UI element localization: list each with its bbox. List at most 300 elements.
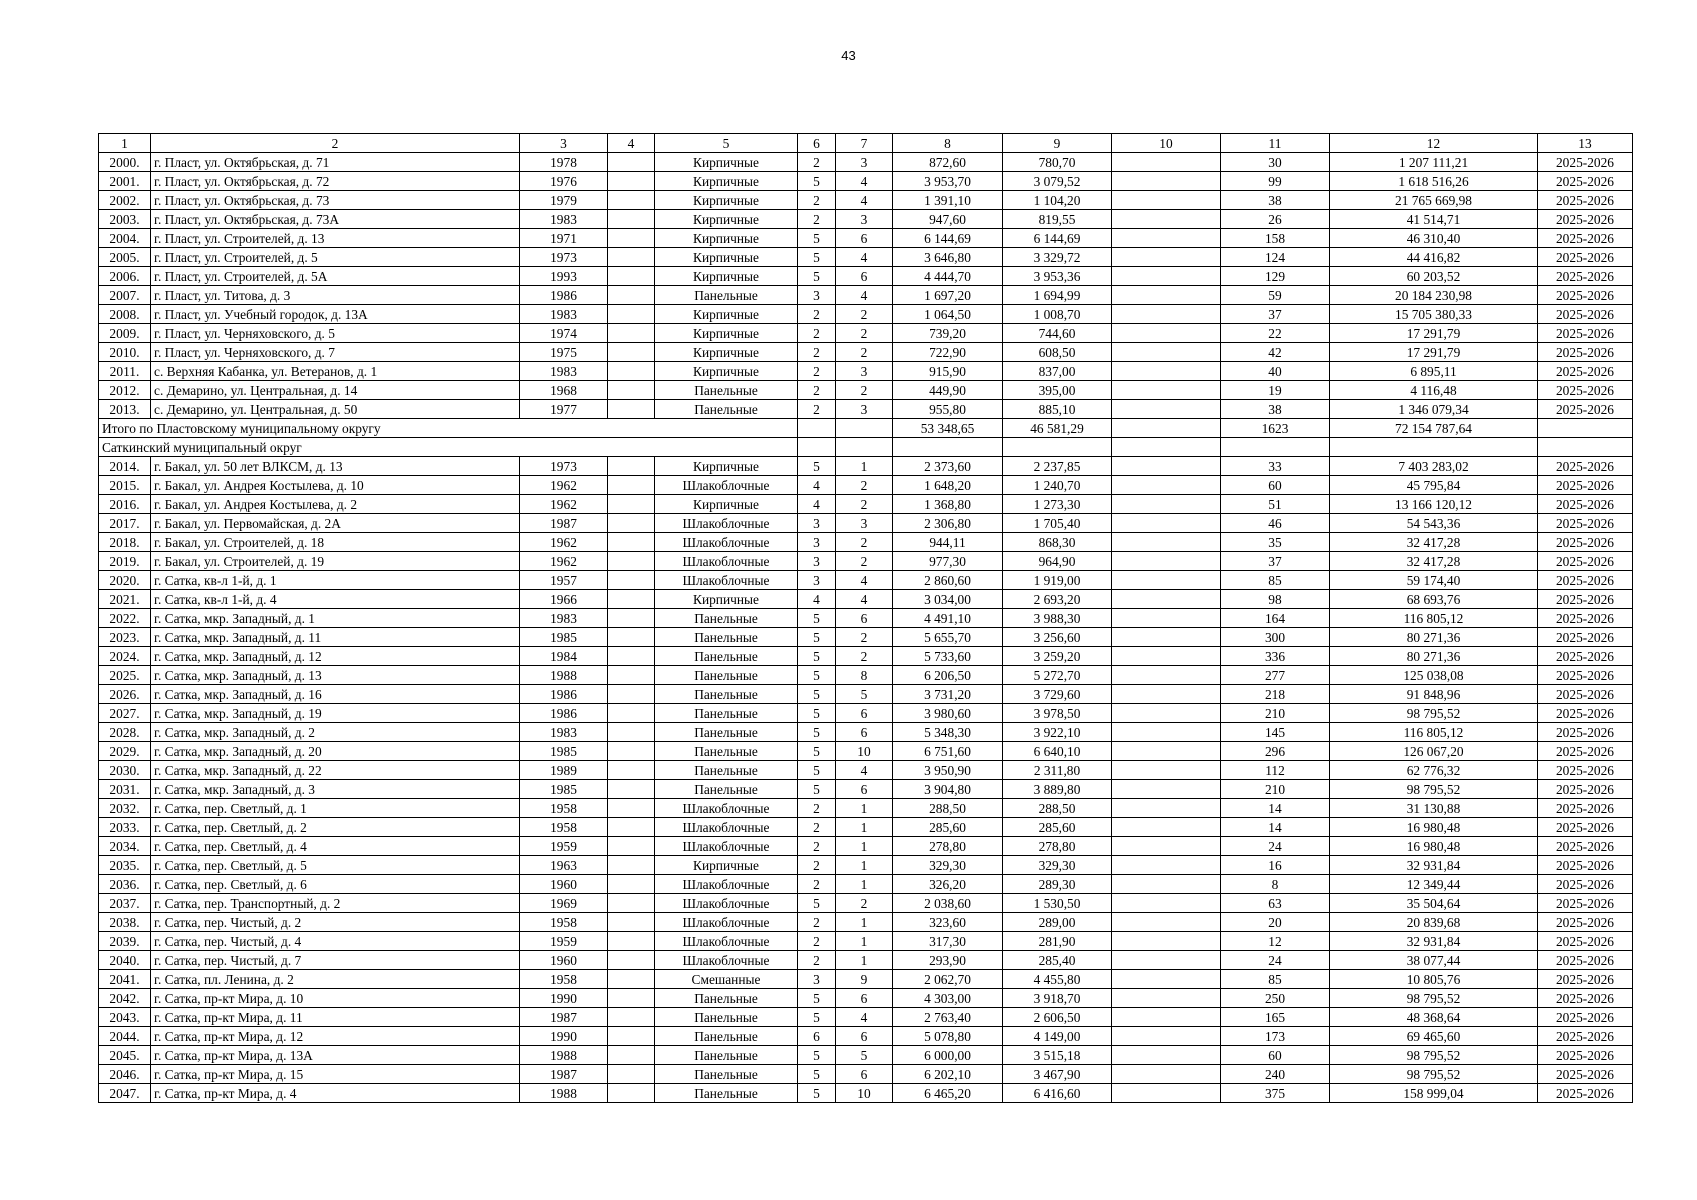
row-col-10 bbox=[1112, 362, 1221, 381]
row-col-10 bbox=[1112, 286, 1221, 305]
row-address: г. Пласт, ул. Титова, д. 3 bbox=[151, 286, 520, 305]
row-living-area: 289,30 bbox=[1003, 875, 1112, 894]
row-total-area: 915,90 bbox=[893, 362, 1003, 381]
row-total-area: 293,90 bbox=[893, 951, 1003, 970]
row-residents: 85 bbox=[1221, 571, 1330, 590]
row-total-area: 739,20 bbox=[893, 324, 1003, 343]
row-cost: 31 130,88 bbox=[1330, 799, 1538, 818]
row-residents: 124 bbox=[1221, 248, 1330, 267]
table-row bbox=[99, 571, 1633, 590]
row-cost: 126 067,20 bbox=[1330, 742, 1538, 761]
row-cost: 10 805,76 bbox=[1330, 970, 1538, 989]
row-living-area: 395,00 bbox=[1003, 381, 1112, 400]
row-cost: 46 310,40 bbox=[1330, 229, 1538, 248]
row-col-10 bbox=[1112, 590, 1221, 609]
row-floors: 6 bbox=[798, 1027, 836, 1046]
row-residents: 35 bbox=[1221, 533, 1330, 552]
row-col-10 bbox=[1112, 875, 1221, 894]
row-wall-material: Панельные bbox=[655, 989, 798, 1008]
row-address: г. Пласт, ул. Октябрьская, д. 73А bbox=[151, 210, 520, 229]
row-col-10 bbox=[1112, 1084, 1221, 1103]
row-entrances: 1 bbox=[836, 837, 893, 856]
row-floors: 4 bbox=[798, 495, 836, 514]
row-living-area: 1 104,20 bbox=[1003, 191, 1112, 210]
row-period: 2025-2026 bbox=[1538, 761, 1633, 780]
table-row bbox=[99, 267, 1633, 286]
row-col-10 bbox=[1112, 305, 1221, 324]
row-wall-material: Панельные bbox=[655, 780, 798, 799]
row-address: г. Сатка, пр-кт Мира, д. 10 bbox=[151, 989, 520, 1008]
row-total-area: 1 648,20 bbox=[893, 476, 1003, 495]
row-wall-material: Кирпичные bbox=[655, 343, 798, 362]
row-col-10 bbox=[1112, 818, 1221, 837]
row-entrances: 9 bbox=[836, 970, 893, 989]
row-number: 2015. bbox=[99, 476, 151, 495]
row-number: 2007. bbox=[99, 286, 151, 305]
row-col-4 bbox=[608, 875, 655, 894]
row-entrances: 10 bbox=[836, 1084, 893, 1103]
table-row bbox=[99, 533, 1633, 552]
row-number: 2035. bbox=[99, 856, 151, 875]
row-year: 1985 bbox=[520, 742, 608, 761]
row-cost: 68 693,76 bbox=[1330, 590, 1538, 609]
row-col-10 bbox=[1112, 153, 1221, 172]
row-number: 2030. bbox=[99, 761, 151, 780]
table-row bbox=[99, 1084, 1633, 1103]
row-entrances: 1 bbox=[836, 932, 893, 951]
row-period: 2025-2026 bbox=[1538, 552, 1633, 571]
row-floors: 3 bbox=[798, 970, 836, 989]
row-address: г. Бакал, ул. Андрея Костылева, д. 2 bbox=[151, 495, 520, 514]
row-period: 2025-2026 bbox=[1538, 248, 1633, 267]
row-number: 2037. bbox=[99, 894, 151, 913]
table-row bbox=[99, 628, 1633, 647]
row-address: с. Демарино, ул. Центральная, д. 14 bbox=[151, 381, 520, 400]
row-floors: 2 bbox=[798, 913, 836, 932]
row-cost: 98 795,52 bbox=[1330, 1065, 1538, 1084]
row-floors: 2 bbox=[798, 381, 836, 400]
row-cost: 48 368,64 bbox=[1330, 1008, 1538, 1027]
row-floors: 2 bbox=[798, 856, 836, 875]
column-number-4: 4 bbox=[608, 134, 655, 153]
row-cost: 116 805,12 bbox=[1330, 723, 1538, 742]
row-entrances: 6 bbox=[836, 989, 893, 1008]
row-total-area: 6 465,20 bbox=[893, 1084, 1003, 1103]
row-period: 2025-2026 bbox=[1538, 571, 1633, 590]
row-col-10 bbox=[1112, 723, 1221, 742]
section-title-blank-8 bbox=[893, 438, 1003, 457]
column-number-1: 1 bbox=[99, 134, 151, 153]
row-col-4 bbox=[608, 761, 655, 780]
row-period: 2025-2026 bbox=[1538, 799, 1633, 818]
row-entrances: 2 bbox=[836, 381, 893, 400]
row-number: 2016. bbox=[99, 495, 151, 514]
row-number: 2019. bbox=[99, 552, 151, 571]
row-year: 1958 bbox=[520, 818, 608, 837]
row-floors: 2 bbox=[798, 191, 836, 210]
row-residents: 8 bbox=[1221, 875, 1330, 894]
row-floors: 5 bbox=[798, 172, 836, 191]
row-year: 1977 bbox=[520, 400, 608, 419]
row-wall-material: Кирпичные bbox=[655, 267, 798, 286]
row-living-area: 744,60 bbox=[1003, 324, 1112, 343]
row-entrances: 1 bbox=[836, 875, 893, 894]
row-address: г. Сатка, пр-кт Мира, д. 13А bbox=[151, 1046, 520, 1065]
row-floors: 5 bbox=[798, 229, 836, 248]
row-col-4 bbox=[608, 1008, 655, 1027]
row-cost: 1 618 516,26 bbox=[1330, 172, 1538, 191]
row-entrances: 2 bbox=[836, 552, 893, 571]
row-address: г. Сатка, мкр. Западный, д. 20 bbox=[151, 742, 520, 761]
row-cost: 41 514,71 bbox=[1330, 210, 1538, 229]
row-residents: 22 bbox=[1221, 324, 1330, 343]
row-number: 2042. bbox=[99, 989, 151, 1008]
row-period: 2025-2026 bbox=[1538, 343, 1633, 362]
row-living-area: 3 918,70 bbox=[1003, 989, 1112, 1008]
row-wall-material: Смешанные bbox=[655, 970, 798, 989]
row-living-area: 278,80 bbox=[1003, 837, 1112, 856]
row-residents: 210 bbox=[1221, 780, 1330, 799]
row-number: 2041. bbox=[99, 970, 151, 989]
row-floors: 5 bbox=[798, 457, 836, 476]
row-cost: 32 417,28 bbox=[1330, 552, 1538, 571]
row-total-area: 3 950,90 bbox=[893, 761, 1003, 780]
row-period: 2025-2026 bbox=[1538, 818, 1633, 837]
row-col-4 bbox=[608, 704, 655, 723]
row-year: 1985 bbox=[520, 780, 608, 799]
row-wall-material: Шлакоблочные bbox=[655, 552, 798, 571]
table-row bbox=[99, 457, 1633, 476]
row-col-10 bbox=[1112, 533, 1221, 552]
row-wall-material: Панельные bbox=[655, 1046, 798, 1065]
row-wall-material: Панельные bbox=[655, 685, 798, 704]
row-floors: 2 bbox=[798, 799, 836, 818]
row-period: 2025-2026 bbox=[1538, 685, 1633, 704]
row-residents: 46 bbox=[1221, 514, 1330, 533]
row-col-4 bbox=[608, 191, 655, 210]
row-floors: 3 bbox=[798, 533, 836, 552]
row-col-4 bbox=[608, 495, 655, 514]
row-living-area: 3 922,10 bbox=[1003, 723, 1112, 742]
row-wall-material: Панельные bbox=[655, 1084, 798, 1103]
row-wall-material: Панельные bbox=[655, 723, 798, 742]
row-total-area: 4 303,00 bbox=[893, 989, 1003, 1008]
row-wall-material: Кирпичные bbox=[655, 457, 798, 476]
table-row bbox=[99, 989, 1633, 1008]
row-address: г. Сатка, пр-кт Мира, д. 12 bbox=[151, 1027, 520, 1046]
row-year: 1986 bbox=[520, 286, 608, 305]
row-col-10 bbox=[1112, 1046, 1221, 1065]
row-cost: 116 805,12 bbox=[1330, 609, 1538, 628]
row-col-10 bbox=[1112, 609, 1221, 628]
row-period: 2025-2026 bbox=[1538, 723, 1633, 742]
row-period: 2025-2026 bbox=[1538, 837, 1633, 856]
table-row bbox=[99, 343, 1633, 362]
row-residents: 38 bbox=[1221, 191, 1330, 210]
row-living-area: 964,90 bbox=[1003, 552, 1112, 571]
row-total-area: 2 062,70 bbox=[893, 970, 1003, 989]
row-living-area: 885,10 bbox=[1003, 400, 1112, 419]
row-cost: 62 776,32 bbox=[1330, 761, 1538, 780]
row-residents: 336 bbox=[1221, 647, 1330, 666]
row-number: 2009. bbox=[99, 324, 151, 343]
row-entrances: 3 bbox=[836, 210, 893, 229]
row-cost: 16 980,48 bbox=[1330, 818, 1538, 837]
row-year: 1976 bbox=[520, 172, 608, 191]
row-wall-material: Кирпичные bbox=[655, 153, 798, 172]
row-floors: 5 bbox=[798, 248, 836, 267]
row-wall-material: Шлакоблочные bbox=[655, 932, 798, 951]
row-col-4 bbox=[608, 248, 655, 267]
row-residents: 218 bbox=[1221, 685, 1330, 704]
row-residents: 210 bbox=[1221, 704, 1330, 723]
row-year: 1959 bbox=[520, 837, 608, 856]
row-address: с. Демарино, ул. Центральная, д. 50 bbox=[151, 400, 520, 419]
row-floors: 2 bbox=[798, 324, 836, 343]
row-col-4 bbox=[608, 590, 655, 609]
row-cost: 15 705 380,33 bbox=[1330, 305, 1538, 324]
row-total-area: 288,50 bbox=[893, 799, 1003, 818]
row-residents: 51 bbox=[1221, 495, 1330, 514]
row-floors: 2 bbox=[798, 305, 836, 324]
row-entrances: 1 bbox=[836, 799, 893, 818]
row-period: 2025-2026 bbox=[1538, 856, 1633, 875]
row-number: 2031. bbox=[99, 780, 151, 799]
row-total-area: 1 697,20 bbox=[893, 286, 1003, 305]
row-col-4 bbox=[608, 552, 655, 571]
row-wall-material: Шлакоблочные bbox=[655, 951, 798, 970]
row-wall-material: Шлакоблочные bbox=[655, 894, 798, 913]
row-cost: 98 795,52 bbox=[1330, 989, 1538, 1008]
row-entrances: 6 bbox=[836, 780, 893, 799]
table-row bbox=[99, 210, 1633, 229]
row-year: 1971 bbox=[520, 229, 608, 248]
row-wall-material: Шлакоблочные bbox=[655, 913, 798, 932]
row-number: 2046. bbox=[99, 1065, 151, 1084]
row-residents: 63 bbox=[1221, 894, 1330, 913]
row-year: 1988 bbox=[520, 1084, 608, 1103]
row-living-area: 289,00 bbox=[1003, 913, 1112, 932]
row-address: г. Бакал, ул. Строителей, д. 18 bbox=[151, 533, 520, 552]
row-total-area: 872,60 bbox=[893, 153, 1003, 172]
table-row bbox=[99, 666, 1633, 685]
row-col-4 bbox=[608, 210, 655, 229]
row-living-area: 1 705,40 bbox=[1003, 514, 1112, 533]
row-address: с. Верхняя Кабанка, ул. Ветеранов, д. 1 bbox=[151, 362, 520, 381]
row-year: 1984 bbox=[520, 647, 608, 666]
row-col-10 bbox=[1112, 799, 1221, 818]
row-col-4 bbox=[608, 229, 655, 248]
row-year: 1990 bbox=[520, 989, 608, 1008]
table-row bbox=[99, 305, 1633, 324]
row-cost: 20 184 230,98 bbox=[1330, 286, 1538, 305]
row-period: 2025-2026 bbox=[1538, 210, 1633, 229]
row-col-10 bbox=[1112, 856, 1221, 875]
row-col-4 bbox=[608, 666, 655, 685]
row-col-10 bbox=[1112, 343, 1221, 362]
table-row bbox=[99, 1046, 1633, 1065]
row-address: г. Сатка, пер. Чистый, д. 4 bbox=[151, 932, 520, 951]
row-floors: 3 bbox=[798, 286, 836, 305]
row-wall-material: Кирпичные bbox=[655, 229, 798, 248]
row-residents: 164 bbox=[1221, 609, 1330, 628]
row-col-10 bbox=[1112, 913, 1221, 932]
column-number-8: 8 bbox=[893, 134, 1003, 153]
row-address: г. Сатка, пер. Светлый, д. 1 bbox=[151, 799, 520, 818]
row-residents: 33 bbox=[1221, 457, 1330, 476]
row-number: 2036. bbox=[99, 875, 151, 894]
row-col-4 bbox=[608, 970, 655, 989]
row-period: 2025-2026 bbox=[1538, 153, 1633, 172]
row-year: 1993 bbox=[520, 267, 608, 286]
table-row bbox=[99, 381, 1633, 400]
row-living-area: 837,00 bbox=[1003, 362, 1112, 381]
row-col-4 bbox=[608, 400, 655, 419]
row-address: г. Сатка, мкр. Западный, д. 11 bbox=[151, 628, 520, 647]
row-entrances: 1 bbox=[836, 951, 893, 970]
row-number: 2020. bbox=[99, 571, 151, 590]
row-col-10 bbox=[1112, 210, 1221, 229]
row-living-area: 3 259,20 bbox=[1003, 647, 1112, 666]
row-number: 2029. bbox=[99, 742, 151, 761]
row-number: 2043. bbox=[99, 1008, 151, 1027]
row-entrances: 6 bbox=[836, 229, 893, 248]
row-entrances: 4 bbox=[836, 590, 893, 609]
row-period: 2025-2026 bbox=[1538, 647, 1633, 666]
row-col-10 bbox=[1112, 951, 1221, 970]
row-address: г. Сатка, мкр. Западный, д. 13 bbox=[151, 666, 520, 685]
row-total-area: 1 064,50 bbox=[893, 305, 1003, 324]
row-living-area: 3 515,18 bbox=[1003, 1046, 1112, 1065]
row-entrances: 3 bbox=[836, 400, 893, 419]
row-col-4 bbox=[608, 856, 655, 875]
table-row bbox=[99, 590, 1633, 609]
table-row bbox=[99, 191, 1633, 210]
row-living-area: 1 273,30 bbox=[1003, 495, 1112, 514]
row-entrances: 6 bbox=[836, 267, 893, 286]
row-cost: 54 543,36 bbox=[1330, 514, 1538, 533]
row-col-4 bbox=[608, 723, 655, 742]
row-wall-material: Панельные bbox=[655, 628, 798, 647]
row-living-area: 819,55 bbox=[1003, 210, 1112, 229]
row-living-area: 1 919,00 bbox=[1003, 571, 1112, 590]
table-row bbox=[99, 780, 1633, 799]
row-total-area: 278,80 bbox=[893, 837, 1003, 856]
row-year: 1957 bbox=[520, 571, 608, 590]
row-period: 2025-2026 bbox=[1538, 951, 1633, 970]
row-col-4 bbox=[608, 685, 655, 704]
row-floors: 2 bbox=[798, 951, 836, 970]
row-residents: 173 bbox=[1221, 1027, 1330, 1046]
table-row bbox=[99, 495, 1633, 514]
row-year: 1988 bbox=[520, 666, 608, 685]
row-year: 1975 bbox=[520, 343, 608, 362]
row-col-4 bbox=[608, 780, 655, 799]
table-row bbox=[99, 704, 1633, 723]
row-period: 2025-2026 bbox=[1538, 457, 1633, 476]
row-residents: 24 bbox=[1221, 837, 1330, 856]
table-row bbox=[99, 742, 1633, 761]
row-address: г. Бакал, ул. Первомайская, д. 2А bbox=[151, 514, 520, 533]
row-period: 2025-2026 bbox=[1538, 609, 1633, 628]
row-residents: 24 bbox=[1221, 951, 1330, 970]
row-number: 2045. bbox=[99, 1046, 151, 1065]
row-col-4 bbox=[608, 381, 655, 400]
row-col-4 bbox=[608, 799, 655, 818]
row-residents: 277 bbox=[1221, 666, 1330, 685]
row-residents: 30 bbox=[1221, 153, 1330, 172]
row-wall-material: Кирпичные bbox=[655, 191, 798, 210]
row-col-10 bbox=[1112, 1008, 1221, 1027]
row-address: г. Сатка, пер. Светлый, д. 6 bbox=[151, 875, 520, 894]
row-col-4 bbox=[608, 628, 655, 647]
row-wall-material: Шлакоблочные bbox=[655, 514, 798, 533]
row-floors: 2 bbox=[798, 362, 836, 381]
table-row bbox=[99, 324, 1633, 343]
row-residents: 37 bbox=[1221, 552, 1330, 571]
row-col-4 bbox=[608, 476, 655, 495]
row-address: г. Пласт, ул. Черняховского, д. 7 bbox=[151, 343, 520, 362]
row-number: 2032. bbox=[99, 799, 151, 818]
row-year: 1962 bbox=[520, 533, 608, 552]
row-year: 1990 bbox=[520, 1027, 608, 1046]
row-col-4 bbox=[608, 1046, 655, 1065]
row-cost: 45 795,84 bbox=[1330, 476, 1538, 495]
row-col-10 bbox=[1112, 495, 1221, 514]
row-entrances: 6 bbox=[836, 704, 893, 723]
row-living-area: 2 693,20 bbox=[1003, 590, 1112, 609]
row-cost: 80 271,36 bbox=[1330, 628, 1538, 647]
row-living-area: 3 978,50 bbox=[1003, 704, 1112, 723]
row-number: 2040. bbox=[99, 951, 151, 970]
row-living-area: 6 640,10 bbox=[1003, 742, 1112, 761]
table-row bbox=[99, 932, 1633, 951]
row-residents: 38 bbox=[1221, 400, 1330, 419]
table-row bbox=[99, 172, 1633, 191]
row-cost: 98 795,52 bbox=[1330, 1046, 1538, 1065]
table-row bbox=[99, 913, 1633, 932]
total-area: 53 348,65 bbox=[893, 419, 1003, 438]
row-floors: 5 bbox=[798, 1065, 836, 1084]
section-title-blank-12 bbox=[1330, 438, 1538, 457]
row-year: 1962 bbox=[520, 495, 608, 514]
row-col-10 bbox=[1112, 970, 1221, 989]
row-wall-material: Шлакоблочные bbox=[655, 533, 798, 552]
row-col-10 bbox=[1112, 324, 1221, 343]
row-col-10 bbox=[1112, 229, 1221, 248]
row-year: 1983 bbox=[520, 362, 608, 381]
row-col-10 bbox=[1112, 552, 1221, 571]
row-wall-material: Панельные bbox=[655, 381, 798, 400]
row-col-10 bbox=[1112, 932, 1221, 951]
column-number-10: 10 bbox=[1112, 134, 1221, 153]
row-col-10 bbox=[1112, 476, 1221, 495]
row-period: 2025-2026 bbox=[1538, 305, 1633, 324]
row-col-4 bbox=[608, 609, 655, 628]
row-period: 2025-2026 bbox=[1538, 172, 1633, 191]
row-year: 1960 bbox=[520, 875, 608, 894]
row-year: 1958 bbox=[520, 913, 608, 932]
row-cost: 35 504,64 bbox=[1330, 894, 1538, 913]
row-total-area: 4 491,10 bbox=[893, 609, 1003, 628]
row-year: 1962 bbox=[520, 552, 608, 571]
row-period: 2025-2026 bbox=[1538, 362, 1633, 381]
row-year: 1979 bbox=[520, 191, 608, 210]
row-wall-material: Панельные bbox=[655, 1027, 798, 1046]
row-living-area: 288,50 bbox=[1003, 799, 1112, 818]
row-wall-material: Кирпичные bbox=[655, 590, 798, 609]
row-residents: 98 bbox=[1221, 590, 1330, 609]
